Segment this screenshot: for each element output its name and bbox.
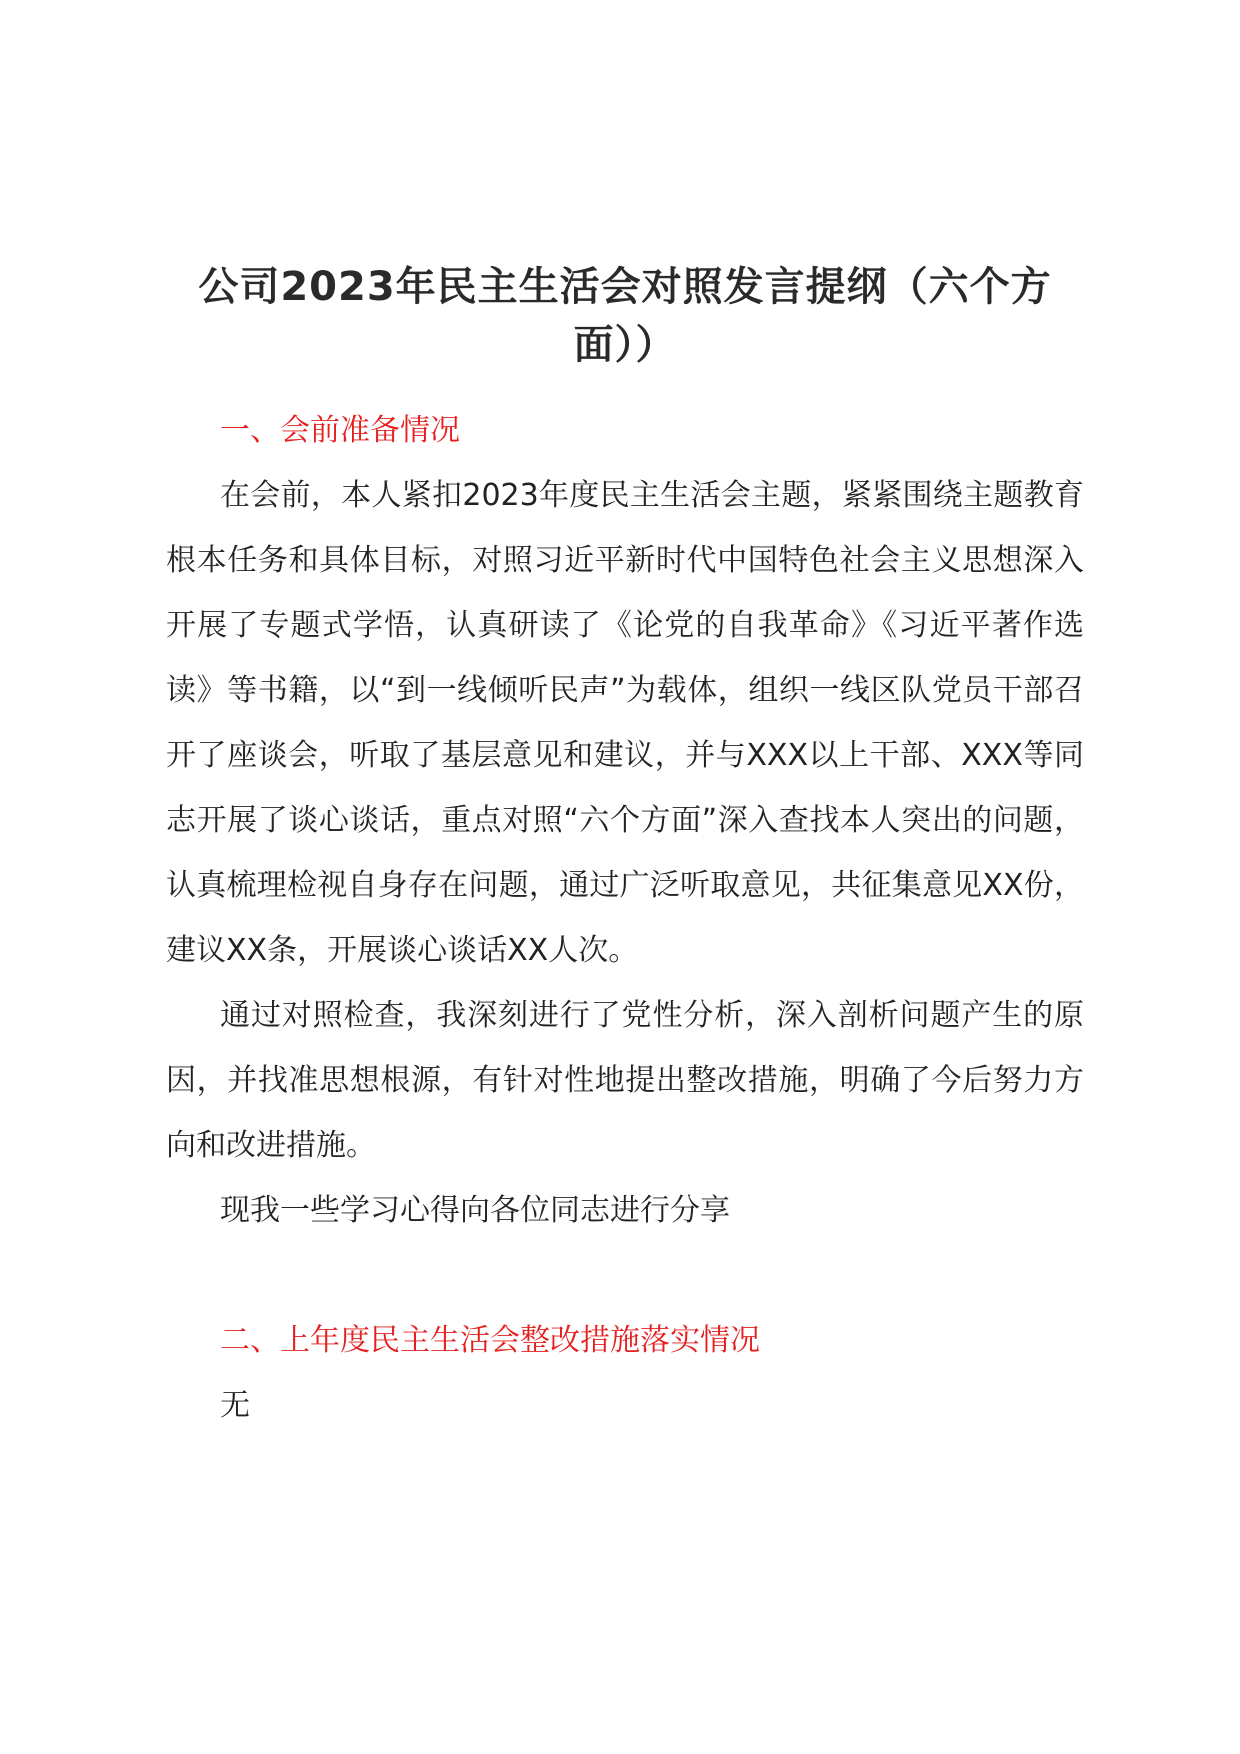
- section-heading-rectification: 二、上年度民主生活会整改措施落实情况: [220, 1323, 760, 1358]
- section-heading-preparation: 一、会前准备情况: [220, 413, 460, 448]
- document-page: [166, 258, 1084, 1438]
- paragraph-preparation-2: 通过对照检查，我深刻进行了党性分析，深入剖析问题产生的原因，并找准思想根源，有针对性地提出整改措施，明确了今后努力方向和改进措施。: [166, 998, 1084, 1163]
- document-title: 公司2023年民主生活会对照发言提纲（六个方面））: [198, 264, 1052, 368]
- paragraph-rectification-1: 无: [220, 1388, 250, 1423]
- paragraph-preparation-1: 在会前，本人紧扣2023年度民主生活会主题，紧紧围绕主题教育根本任务和具体目标，对照习近平新时代中国特色社会主义思想深入开展了专题式学悟，认真研读了《论党的自我革命》《习近平著作选读》等书籍，以“到一线倾听民声”为载体，组织一线区队党员干部召开了座谈会，听取了基层意见和建议，并与XXX以上干部、XXX等同志开展了谈心谈话，重点对照“六个方面”深入查找本人突出的问题，认真梳理检视自身存在问题，通过广泛听取意见，共征集意见XX份，建议XX条，开展谈心谈话XX人次。: [166, 478, 1084, 968]
- paragraph-preparation-3: 现我一些学习心得向各位同志进行分享: [220, 1193, 730, 1228]
